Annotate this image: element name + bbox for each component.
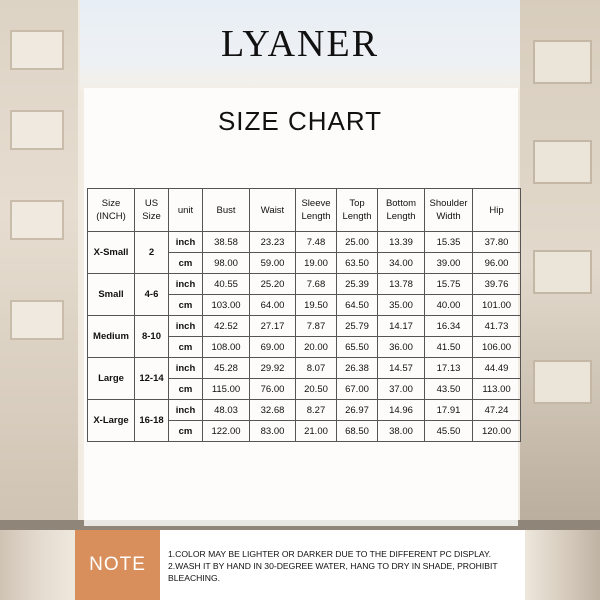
table-row <box>88 316 521 337</box>
measurement-cell: 43.50 <box>425 379 473 400</box>
measurement-cell: 101.00 <box>473 295 521 316</box>
measurement-cell: 59.00 <box>250 253 296 274</box>
size-table-body <box>88 232 521 442</box>
note-label: NOTE <box>75 530 160 600</box>
measurement-cell: 39.76 <box>473 274 521 295</box>
measurement-cell: 83.00 <box>250 421 296 442</box>
measurement-cell: 40.00 <box>425 295 473 316</box>
measurement-cell: 44.49 <box>473 358 521 379</box>
measurement-cell: 45.28 <box>203 358 250 379</box>
measurement-cell: 47.24 <box>473 400 521 421</box>
measurement-cell: 14.57 <box>378 358 425 379</box>
measurement-cell: 45.50 <box>425 421 473 442</box>
measurement-cell: 41.50 <box>425 337 473 358</box>
note-line: 2.WASH IT BY HAND IN 30-DEGREE WATER, HANG TO DRY IN SHADE, PROHIBIT BLEACHING. <box>168 561 498 583</box>
measurement-cell: 25.79 <box>337 316 378 337</box>
unit-cell: cm <box>169 337 203 358</box>
measurement-cell: 7.68 <box>296 274 337 295</box>
measurement-cell: 122.00 <box>203 421 250 442</box>
unit-cell: cm <box>169 421 203 442</box>
measurement-cell: 64.50 <box>337 295 378 316</box>
measurement-cell: 67.00 <box>337 379 378 400</box>
measurement-cell: 27.17 <box>250 316 296 337</box>
column-header: Bust <box>203 189 250 232</box>
measurement-cell: 36.00 <box>378 337 425 358</box>
size-name-cell: Medium <box>88 316 135 358</box>
measurement-cell: 25.39 <box>337 274 378 295</box>
measurement-cell: 37.80 <box>473 232 521 253</box>
building-window <box>10 200 64 240</box>
column-header: Bottom Length <box>378 189 425 232</box>
measurement-cell: 42.52 <box>203 316 250 337</box>
measurement-cell: 29.92 <box>250 358 296 379</box>
building-window <box>533 140 592 184</box>
column-header: Top Length <box>337 189 378 232</box>
brand-logo: LYANER <box>220 23 380 65</box>
measurement-cell: 108.00 <box>203 337 250 358</box>
table-row <box>88 400 521 421</box>
us-size-cell: 12-14 <box>135 358 169 400</box>
measurement-cell: 20.00 <box>296 337 337 358</box>
measurement-cell: 38.58 <box>203 232 250 253</box>
page-title: SIZE CHART <box>217 106 383 136</box>
measurement-cell: 113.00 <box>473 379 521 400</box>
column-header: Shoulder Width <box>425 189 473 232</box>
measurement-cell: 40.55 <box>203 274 250 295</box>
unit-cell: inch <box>169 316 203 337</box>
measurement-cell: 14.96 <box>378 400 425 421</box>
measurement-cell: 7.48 <box>296 232 337 253</box>
unit-cell: inch <box>169 232 203 253</box>
size-name-cell: Large <box>88 358 135 400</box>
measurement-cell: 17.13 <box>425 358 473 379</box>
measurement-cell: 64.00 <box>250 295 296 316</box>
column-header: Size (INCH) <box>88 189 135 232</box>
note-text <box>168 548 523 584</box>
measurement-cell: 76.00 <box>250 379 296 400</box>
measurement-cell: 39.00 <box>425 253 473 274</box>
column-header: US Size <box>135 189 169 232</box>
unit-cell: inch <box>169 274 203 295</box>
measurement-cell: 21.00 <box>296 421 337 442</box>
measurement-cell: 7.87 <box>296 316 337 337</box>
measurement-cell: 63.50 <box>337 253 378 274</box>
unit-cell: inch <box>169 358 203 379</box>
measurement-cell: 19.50 <box>296 295 337 316</box>
column-header: Waist <box>250 189 296 232</box>
column-header: Sleeve Length <box>296 189 337 232</box>
background-building-right <box>520 0 600 530</box>
measurement-cell: 96.00 <box>473 253 521 274</box>
measurement-cell: 65.50 <box>337 337 378 358</box>
measurement-cell: 37.00 <box>378 379 425 400</box>
us-size-cell: 16-18 <box>135 400 169 442</box>
measurement-cell: 16.34 <box>425 316 473 337</box>
unit-cell: cm <box>169 253 203 274</box>
table-row <box>88 358 521 379</box>
measurement-cell: 23.23 <box>250 232 296 253</box>
measurement-cell: 19.00 <box>296 253 337 274</box>
measurement-cell: 13.39 <box>378 232 425 253</box>
note-line: 1.COLOR MAY BE LIGHTER OR DARKER DUE TO THE DIFFERENT PC DISPLAY. <box>168 549 491 559</box>
measurement-cell: 41.73 <box>473 316 521 337</box>
column-header: Hip <box>473 189 521 232</box>
building-window <box>533 250 592 294</box>
size-name-cell: Small <box>88 274 135 316</box>
measurement-cell: 15.75 <box>425 274 473 295</box>
table-header-row <box>88 189 521 232</box>
measurement-cell: 103.00 <box>203 295 250 316</box>
measurement-cell: 38.00 <box>378 421 425 442</box>
size-table <box>87 188 521 442</box>
size-name-cell: X-Small <box>88 232 135 274</box>
measurement-cell: 26.97 <box>337 400 378 421</box>
unit-cell: cm <box>169 379 203 400</box>
measurement-cell: 15.35 <box>425 232 473 253</box>
measurement-cell: 120.00 <box>473 421 521 442</box>
us-size-cell: 8-10 <box>135 316 169 358</box>
measurement-cell: 17.91 <box>425 400 473 421</box>
measurement-cell: 8.07 <box>296 358 337 379</box>
measurement-cell: 13.78 <box>378 274 425 295</box>
measurement-cell: 26.38 <box>337 358 378 379</box>
measurement-cell: 8.27 <box>296 400 337 421</box>
column-header: unit <box>169 189 203 232</box>
background-building-left <box>0 0 78 530</box>
measurement-cell: 68.50 <box>337 421 378 442</box>
measurement-cell: 98.00 <box>203 253 250 274</box>
size-name-cell: X-Large <box>88 400 135 442</box>
table-row <box>88 232 521 253</box>
us-size-cell: 2 <box>135 232 169 274</box>
us-size-cell: 4-6 <box>135 274 169 316</box>
measurement-cell: 34.00 <box>378 253 425 274</box>
measurement-cell: 25.20 <box>250 274 296 295</box>
building-window <box>533 360 592 404</box>
measurement-cell: 14.17 <box>378 316 425 337</box>
unit-cell: inch <box>169 400 203 421</box>
measurement-cell: 48.03 <box>203 400 250 421</box>
unit-cell: cm <box>169 295 203 316</box>
measurement-cell: 25.00 <box>337 232 378 253</box>
measurement-cell: 20.50 <box>296 379 337 400</box>
measurement-cell: 35.00 <box>378 295 425 316</box>
table-row <box>88 274 521 295</box>
measurement-cell: 106.00 <box>473 337 521 358</box>
measurement-cell: 69.00 <box>250 337 296 358</box>
building-window <box>10 300 64 340</box>
measurement-cell: 115.00 <box>203 379 250 400</box>
measurement-cell: 32.68 <box>250 400 296 421</box>
